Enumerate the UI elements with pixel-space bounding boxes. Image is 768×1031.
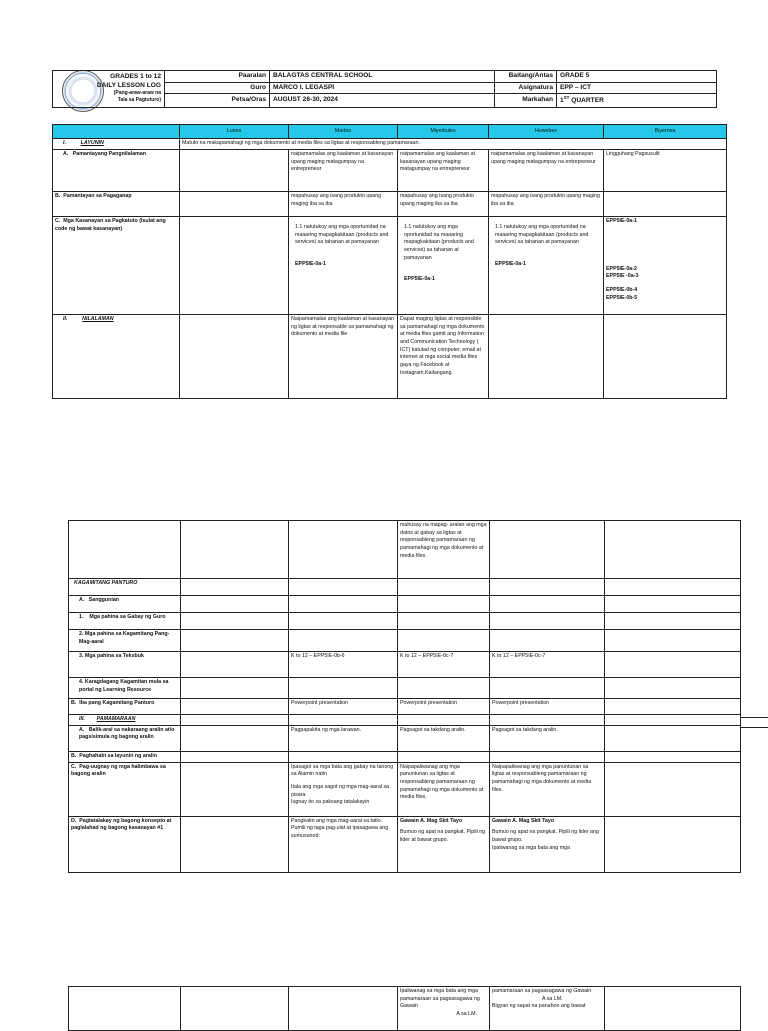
cell-miyerkules: Powerpoint presentation	[398, 699, 490, 715]
cell-lunes	[180, 192, 289, 217]
kagamitan-row	[69, 579, 741, 596]
log-note-2: Tala sa Pagtuturo)	[117, 96, 161, 103]
kagamitang-pang-mag-aaral-row	[69, 630, 741, 652]
cell-huwebes: pamamaraan sa pagsasagawa ng Gawain A sa LM. Bigyan ng sapat na panahon ang bawat	[490, 987, 605, 1031]
cell-miyerkules: Dapat maging ligtas at responsible sa pamamahagi ng mga dokumento at media files gamit ang Information and Communication Technology ( ICT) katulad ng computer, email at internet at mga social media files gaya ng Facebook at Instagram.Kailangang	[398, 315, 489, 399]
cell-miyerkules: Ipaliwanag sa mga bata ang mga pamamaraan sa pagsasagawa ng Gawain A sa LM.	[398, 987, 490, 1031]
cell-lunes	[181, 630, 289, 652]
cell-huwebes	[490, 630, 605, 652]
log-subtitle: DAILY LESSON LOG	[96, 81, 161, 89]
nilalaman-row	[53, 315, 727, 399]
cell-huwebes: mapahusay ang isang produkto upang maging iba sa iba	[489, 192, 604, 217]
pag-uugnay-label: C. Pag-uugnay ng mga halimbawa sa bagong aralin	[69, 762, 181, 816]
cell-biyernes	[605, 715, 741, 726]
cell-lunes	[181, 596, 289, 613]
cell-martes	[289, 521, 398, 579]
kagamitan-heading: KAGAMITANG PANTURO	[69, 579, 181, 596]
log-note-1: (Pang-araw-araw na	[113, 90, 161, 97]
teksbuk-row	[69, 652, 741, 678]
markahan-value: 1ST QUARTER	[557, 94, 717, 108]
cell-martes	[289, 596, 398, 613]
cell-miyerkules: mapahusay ang isang produkto upang maging iba sa iba	[398, 192, 489, 217]
cell-biyernes	[604, 192, 727, 217]
cell-martes	[289, 630, 398, 652]
balik-aral-label: A. Balik-aral sa nakaraang aralin at/o pagsisimula ng bagong aralin	[69, 725, 181, 751]
cell-martes: Pagpapakita ng mga larawan.	[289, 725, 398, 751]
cell-huwebes	[490, 579, 605, 596]
cell-miyerkules: naipamamalas ang kaalaman at kasanayan upang maging matagumpay na entrepreneur	[398, 150, 489, 192]
header-table	[52, 70, 717, 108]
cell-huwebes: Powerpoint presentation	[490, 699, 605, 715]
cell-biyernes	[605, 579, 741, 596]
cell-biyernes	[605, 725, 741, 751]
lesson-table-page-2	[68, 520, 741, 873]
gabay-guro-label: 1. Mga pahina sa Gabay ng Guro	[69, 613, 181, 630]
markahan-label: Markahan	[495, 94, 557, 108]
cell-huwebes	[490, 521, 605, 579]
cell-martes: K to 12 – EPP5IE-0b-6	[289, 652, 398, 678]
cell-lunes	[181, 699, 289, 715]
cell-miyerkules	[398, 678, 490, 699]
cell-biyernes	[605, 751, 741, 762]
pamantayan-pagaganap-row	[53, 192, 727, 217]
cell-lunes	[180, 315, 289, 399]
learning-resource-label: 4. Karagdagang Kagamitan mula sa portal ng Learning Resource	[69, 678, 181, 699]
sanggunian-row	[69, 596, 741, 613]
cell-huwebes: K to 12 – EPP5IE-0c-7	[490, 652, 605, 678]
cell-huwebes: 1.1 natutukoy ang mga oportunidad na maaaring mapagkakitaan (products and services) sa tahanan at pamayanan EPP5IE-0a-1	[489, 217, 604, 315]
kasanayan-label: C. Mga Kasanayan sa Pagkatuto (Isulat ang code ng bawat kasanayan)	[53, 217, 180, 315]
cell-martes: Ipasagot sa mga bata ang gabay na tanong sa Alamin natin Itala ang mga sagot ng mga mag-aaral sa pisara Iugnay ito sa paksang tatalakayin	[289, 762, 398, 816]
layunin-row	[53, 139, 727, 150]
cell-miyerkules: 1.1 natutukoy ang mga oportunidad na maaaring mapagkakitaan (products and services) sa tahanan at pamayanan EPP5IE-0a-1	[398, 217, 489, 315]
cell-miyerkules: Gawain A. Mag Skit Tayo Bumuo ng apat na pangkat. Pipili ng lider at bawat grupo.	[398, 816, 490, 872]
log-title-cell	[53, 71, 165, 108]
pamantayang-pangnilalaman-label: A. Pamantayang Pangnilalaman	[53, 150, 180, 192]
learning-resource-row	[69, 678, 741, 699]
iba-pang-kagamitan-label: B. Iba pang Kagamitang Panturo	[69, 699, 181, 715]
cell-lunes	[181, 613, 289, 630]
cell-lunes	[181, 816, 289, 872]
iba-pang-kagamitan-row	[69, 699, 741, 715]
cell-lunes	[181, 678, 289, 699]
day-miyerkules: Miyerkules	[398, 125, 489, 139]
nilalaman-heading: II. NILALAMAN	[53, 315, 180, 399]
cell-biyernes	[605, 596, 741, 613]
cell-biyernes	[605, 762, 741, 816]
cell-lunes	[181, 521, 289, 579]
balik-aral-row	[69, 725, 741, 751]
cell-biyernes	[604, 315, 727, 399]
cell-lunes	[181, 715, 289, 726]
teksbuk-label: 3. Mga pahina sa Teksbuk	[69, 652, 181, 678]
cell-biyernes	[605, 652, 741, 678]
pamantayan-pagaganap-label: B. Pamantayan sa Pagaganap	[53, 192, 180, 217]
pagtatalakay-label: D. Pagtatalakay ng bagong konsepto at paglalahad ng bagong kasanayan #1	[69, 816, 181, 872]
cell-miyerkules	[398, 630, 490, 652]
cell-huwebes	[490, 678, 605, 699]
kasanayan-row	[53, 217, 727, 315]
days-header-row	[53, 125, 727, 139]
cell-miyerkules	[398, 715, 490, 726]
cell-martes	[289, 715, 398, 726]
cell-huwebes: Gawain A. Mag Skit Tayo Bumuo ng apat na pangkat. Pipili ng lider ang bawat grupo. Ipaliwanag sa mga bata ang mga	[490, 816, 605, 872]
cell-miyerkules	[398, 596, 490, 613]
day-biyernes: Biyernes	[604, 125, 727, 139]
cell-lunes	[181, 751, 289, 762]
cell-martes	[289, 751, 398, 762]
pamamaraan-row	[69, 715, 741, 726]
lesson-table-page-3	[68, 986, 741, 1031]
cell-huwebes	[490, 613, 605, 630]
cell-miyerkules	[398, 579, 490, 596]
cell-huwebes	[489, 315, 604, 399]
cell-lunes	[180, 217, 289, 315]
cell-lunes	[181, 579, 289, 596]
sanggunian-label: A. Sanggunian	[69, 596, 181, 613]
cell-martes: mapahusay ang isang produkto upang maging iba sa iba	[289, 192, 398, 217]
asignatura-label: Asignatura	[495, 82, 557, 94]
pamamaraan-heading: III. PAMAMARAAN	[69, 715, 181, 726]
nilalaman-continued-row	[69, 521, 741, 579]
baitang-label: Baitang/Antas	[495, 71, 557, 83]
cell-huwebes	[490, 715, 605, 726]
divider-line	[740, 727, 768, 728]
cell-biyernes	[605, 521, 741, 579]
divider-line	[740, 717, 768, 718]
cell-biyernes: EPP5IE-0a-1 EPP5IE-0a-2 EPP5IE -0a-3 EPP5IE-0b-4 EPP5IE-0b-5	[604, 217, 727, 315]
petsa-label: Petsa/Oras	[165, 94, 270, 108]
cell-martes: naipamamalas ang kaalaman at kasanayan upang maging matagumpay na entrepreneur	[289, 150, 398, 192]
cell-miyerkules: Naipapaliwanag ang mga panuntunan sa ligtas at responsableng pamamaraan ng pamamahagi ng mga dokumento at media files.	[398, 762, 490, 816]
blank-corner	[53, 125, 180, 139]
cell-martes: Pangkatin ang mga mag-aaral sa tatlo. Pumili ng taga pag-ulat at ipasagawa ang sumusunod:	[289, 816, 398, 872]
paghahabi-label: B. Paghahabi sa layunin ng aralin	[69, 751, 181, 762]
layunin-text: Matuto na makapamahagi ng mga dokumento at media files sa ligtas at responsableng pamamaraan.	[180, 139, 727, 150]
cell-biyernes	[605, 678, 741, 699]
cell-martes	[289, 678, 398, 699]
cell-martes: 1.1 natutukoy ang mga oportunidad na maaaring mapagkakitaan (products and services) sa tahanan at pamayanan EPP5IE-0a-1	[289, 217, 398, 315]
cell-biyernes	[605, 613, 741, 630]
cell-biyernes	[605, 630, 741, 652]
cell-huwebes	[490, 596, 605, 613]
cell-miyerkules	[398, 613, 490, 630]
kagamitang-pang-mag-aaral-label: 2. Mga pahina sa Kagamitang Pang-Mag-aaral	[69, 630, 181, 652]
cell-martes	[289, 613, 398, 630]
cell-martes	[289, 579, 398, 596]
cell-miyerkules: K to 12 – EPP5IE-0c-7	[398, 652, 490, 678]
asignatura-value: EPP – ICT	[557, 82, 717, 94]
cell-lunes	[181, 762, 289, 816]
cell-huwebes	[490, 751, 605, 762]
cell-huwebes: naipamamalas ang kaalaman at kasanayan upang maging matagumpay na entrepreneur	[489, 150, 604, 192]
cell-martes: Naipamamalas ang kaalaman at kasanayan ng ligtas at responsable sa pamamahagi ng dokumento at media file	[289, 315, 398, 399]
layunin-heading: I. LAYUNIN	[53, 139, 180, 150]
cell-huwebes: Pagsagot sa takdang aralin.	[490, 725, 605, 751]
cell-lunes	[180, 150, 289, 192]
cell-lunes	[181, 652, 289, 678]
day-martes: Martes	[289, 125, 398, 139]
cell-biyernes: Lingguhang Pagsusulit	[604, 150, 727, 192]
paaralan-label: Paaralan	[165, 71, 270, 83]
cell-label	[69, 521, 181, 579]
day-lunes: Lunes	[180, 125, 289, 139]
cell-martes: Powerpoint presentation	[289, 699, 398, 715]
cell-miyerkules	[398, 751, 490, 762]
pag-uugnay-row	[69, 762, 741, 816]
gabay-guro-row	[69, 613, 741, 630]
baitang-value: GRADE 5	[557, 71, 717, 83]
pamantayang-pangnilalaman-row	[53, 150, 727, 192]
paghahabi-row	[69, 751, 741, 762]
log-title: GRADES 1 to 12	[110, 73, 161, 80]
cell-biyernes	[605, 699, 741, 715]
pagtatalakay-row	[69, 816, 741, 872]
guro-value: MARCO I. LEGASPI	[270, 82, 495, 94]
cell-huwebes: Naipapaliwanag ang mga panuntunan sa ligtas at responsableng pamamaraan ng pamamahagi ng mga dokumento at media files.	[490, 762, 605, 816]
paaralan-value: BALAGTAS CENTRAL SCHOOL	[270, 71, 495, 83]
petsa-value: AUGUST 26-30, 2024	[270, 94, 495, 108]
guro-label: Guro	[165, 82, 270, 94]
day-huwebes: Huwebes	[489, 125, 604, 139]
cell-lunes	[181, 725, 289, 751]
lesson-table-page-1	[52, 124, 727, 399]
cell-biyernes	[605, 816, 741, 872]
cell-miyerkules: mahusay na mapag- aralan ang mga datos at gabay sa ligtas at responsableng pamamaraan ng pamamahagi ng mga dokumento at media files.	[398, 521, 490, 579]
cell-miyerkules: Pagsagot sa takdang aralin.	[398, 725, 490, 751]
